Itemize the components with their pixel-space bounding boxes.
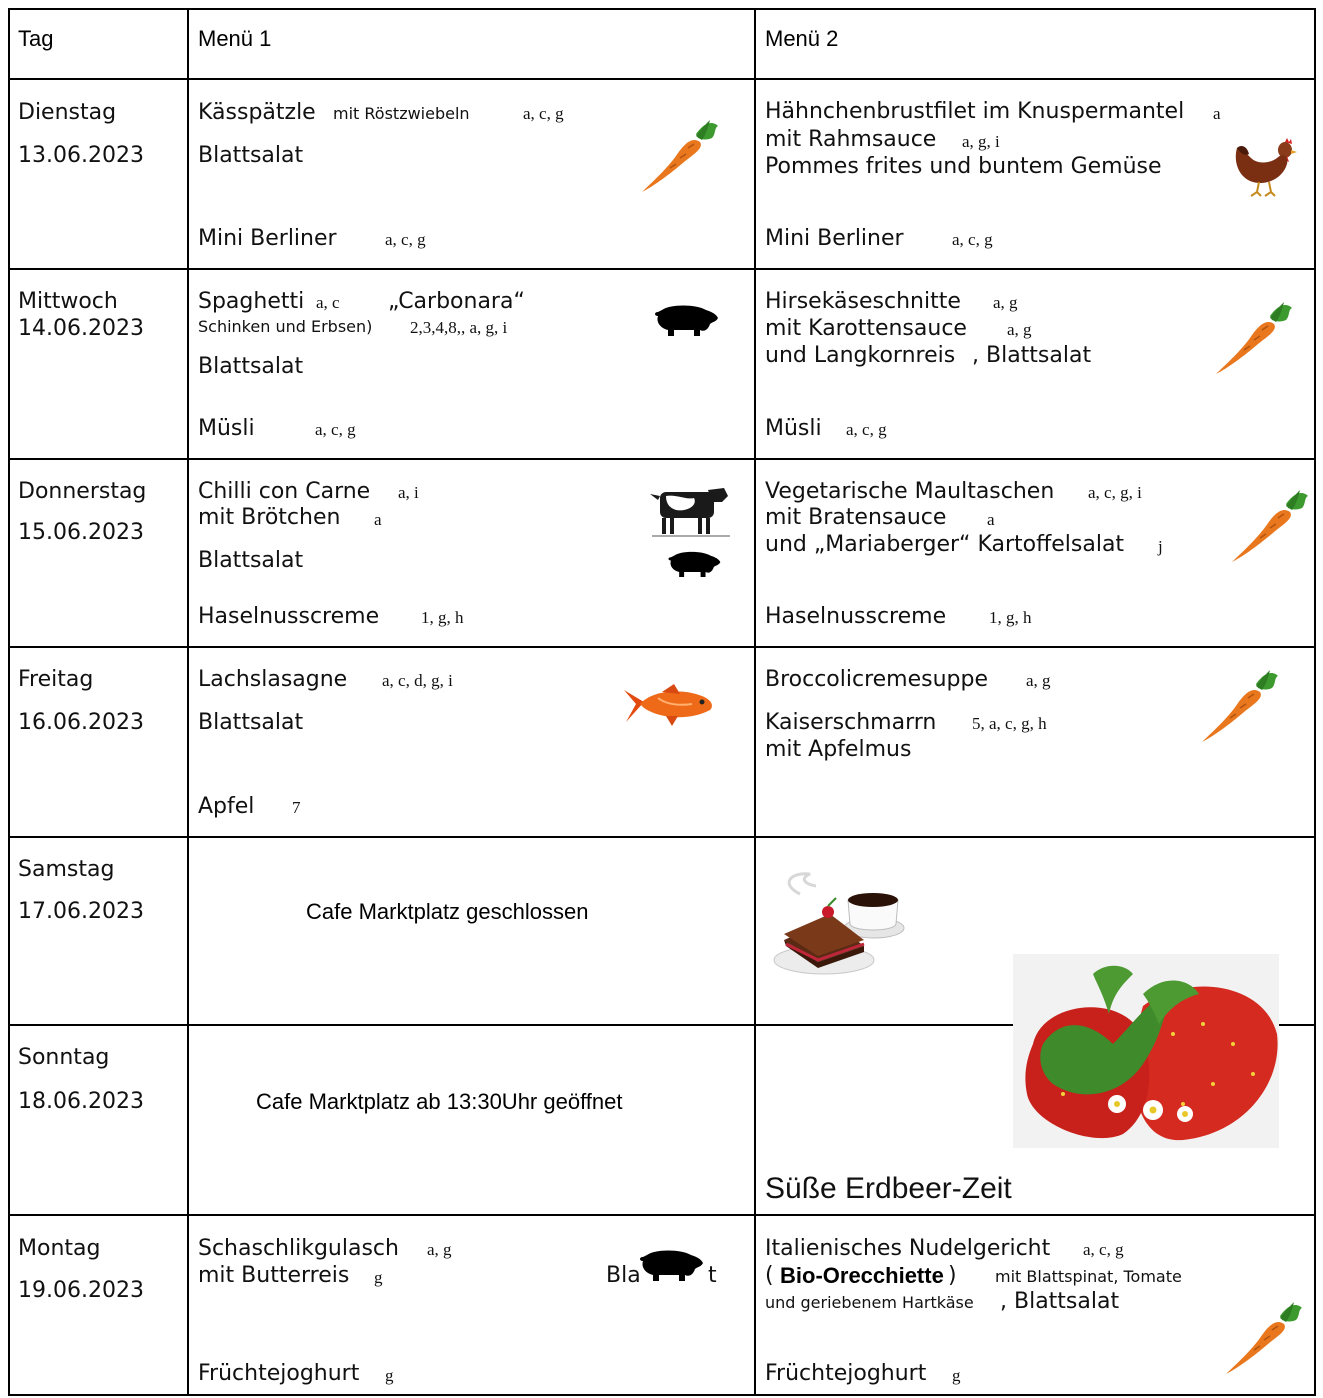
allergens: a, g	[1007, 320, 1032, 339]
dish-line: mit Butterreis	[198, 1263, 350, 1288]
salad-partial: t	[708, 1263, 717, 1288]
allergens: a, c	[316, 293, 340, 312]
row-divider	[8, 836, 1316, 838]
weekday: Freitag	[18, 667, 94, 692]
row-divider	[8, 8, 1316, 10]
dessert: Haselnusscreme	[765, 604, 947, 629]
paren-close: )	[948, 1263, 957, 1288]
cow-icon	[646, 480, 732, 538]
dish-line: mit Brötchen	[198, 505, 341, 530]
salad: Blattsalat	[198, 143, 304, 168]
dish-line: Schinken und Erbsen)	[198, 317, 373, 336]
allergens: a, g, i	[962, 132, 1000, 151]
column-divider	[754, 8, 756, 1396]
dessert: Müsli	[765, 416, 822, 441]
dish-line: Pommes frites und buntem Gemüse	[765, 154, 1162, 179]
fish-icon	[622, 682, 716, 728]
date: 16.06.2023	[18, 710, 144, 735]
row-divider	[8, 78, 1316, 80]
allergens: a, c, g	[523, 104, 564, 123]
weekday: Dienstag	[18, 100, 117, 125]
dish: Hirsekäseschnitte	[765, 289, 961, 314]
dish: Kässpätzle	[198, 100, 316, 125]
dish-extra: mit Blattspinat, Tomate	[995, 1267, 1182, 1286]
closed-note: Cafe Marktplatz geschlossen	[306, 899, 589, 924]
column-divider	[1314, 8, 1316, 1396]
allergens: a	[987, 510, 995, 529]
weekday: Sonntag	[18, 1045, 110, 1070]
allergens: a, c, g	[952, 230, 993, 249]
date: 19.06.2023	[18, 1278, 144, 1303]
dessert: Früchtejoghurt	[765, 1361, 927, 1386]
allergens: a, i	[398, 483, 419, 502]
row-divider	[8, 1394, 1316, 1396]
allergens: a, g	[427, 1240, 452, 1259]
dish: Schaschlikgulasch	[198, 1236, 399, 1261]
dish-line: und geriebenem Hartkäse	[765, 1293, 974, 1312]
row-divider	[8, 458, 1316, 460]
dish: Lachslasagne	[198, 667, 348, 692]
dish: Italienisches Nudelgericht	[765, 1236, 1051, 1261]
allergens: 5, a, c, g, h	[972, 714, 1047, 733]
pig-icon	[666, 546, 722, 580]
cake-coffee-icon	[770, 864, 906, 978]
date: 14.06.2023	[18, 316, 144, 341]
date: 13.06.2023	[18, 143, 144, 168]
carrot-icon	[1226, 484, 1310, 564]
allergens: a	[1213, 104, 1221, 123]
pig-icon	[636, 1245, 706, 1283]
header-day: Tag	[18, 26, 54, 51]
strawberry-season-title: Süße Erdbeer-Zeit	[765, 1172, 1012, 1205]
allergens: a, c, g, i	[1088, 483, 1142, 502]
date: 18.06.2023	[18, 1089, 144, 1114]
chicken-icon	[1229, 134, 1299, 198]
dish-extra: , Blattsalat	[1000, 1289, 1120, 1314]
dessert: Mini Berliner	[765, 226, 904, 251]
allergens: a, c, g	[1083, 1240, 1124, 1259]
allergens: a, c, d, g, i	[382, 671, 453, 690]
allergens: a, g	[1026, 671, 1051, 690]
weekday: Mittwoch	[18, 289, 118, 314]
allergens: a, g	[993, 293, 1018, 312]
header-menu2: Menü 2	[765, 26, 839, 51]
allergens: a, c, g	[315, 420, 356, 439]
carrot-icon	[1196, 664, 1280, 744]
dessert: Müsli	[198, 416, 255, 441]
weekday: Montag	[18, 1236, 101, 1261]
column-divider	[8, 8, 10, 1396]
allergens: g	[374, 1268, 383, 1287]
row-divider	[8, 646, 1316, 648]
salad: Blattsalat	[198, 548, 304, 573]
row-divider	[8, 268, 1316, 270]
weekday: Donnerstag	[18, 479, 147, 504]
dish: Hähnchenbrustfilet im Knuspermantel	[765, 99, 1185, 124]
dessert: Apfel	[198, 794, 255, 819]
dish: Broccolicremesuppe	[765, 667, 989, 692]
dish: Spaghetti	[198, 289, 305, 314]
salad-partial: Bla	[606, 1263, 641, 1288]
pig-icon	[652, 300, 720, 338]
dish-extra: mit Röstzwiebeln	[333, 104, 470, 123]
dessert: Haselnusscreme	[198, 604, 380, 629]
allergens: 2,3,4,8,, a, g, i	[410, 318, 508, 337]
allergens: g	[385, 1366, 394, 1385]
date: 15.06.2023	[18, 520, 144, 545]
dish-name: „Carbonara“	[388, 289, 525, 314]
header-menu1: Menü 1	[198, 26, 272, 51]
allergens: 1, g, h	[421, 608, 464, 627]
allergens: 1, g, h	[989, 608, 1032, 627]
weekday: Samstag	[18, 857, 115, 882]
dish: Vegetarische Maultaschen	[765, 479, 1055, 504]
dish-line: Kaiserschmarrn	[765, 710, 937, 735]
carrot-icon	[1210, 296, 1294, 376]
allergens: g	[952, 1366, 961, 1385]
dish-line: und „Mariaberger“ Kartoffelsalat	[765, 532, 1125, 557]
column-divider	[187, 8, 189, 1396]
row-divider	[8, 1214, 1316, 1216]
dish-line: mit Apfelmus	[765, 737, 912, 762]
carrot-icon	[636, 114, 720, 194]
allergens: a	[374, 510, 382, 529]
bio-orecchiette: Bio-Orecchiette	[780, 1263, 944, 1288]
dish-line: und Langkornreis	[765, 343, 956, 368]
carrot-icon	[1220, 1296, 1304, 1376]
paren-open: (	[765, 1263, 774, 1288]
dessert: Früchtejoghurt	[198, 1361, 360, 1386]
dessert: Mini Berliner	[198, 226, 337, 251]
dish-line: mit Rahmsauce	[765, 127, 937, 152]
allergens: 7	[292, 798, 301, 817]
allergens: a, c, g	[846, 420, 887, 439]
dish: Chilli con Carne	[198, 479, 371, 504]
date: 17.06.2023	[18, 899, 144, 924]
dish-line: mit Bratensauce	[765, 505, 947, 530]
dish-line: mit Karottensauce	[765, 316, 967, 341]
salad: Blattsalat	[198, 354, 304, 379]
dish-extra: , Blattsalat	[972, 343, 1092, 368]
opening-note: Cafe Marktplatz ab 13:30Uhr geöffnet	[256, 1089, 623, 1114]
salad: Blattsalat	[198, 710, 304, 735]
allergens: a, c, g	[385, 230, 426, 249]
strawberry-icon	[1013, 954, 1279, 1148]
allergens: j	[1158, 537, 1163, 556]
